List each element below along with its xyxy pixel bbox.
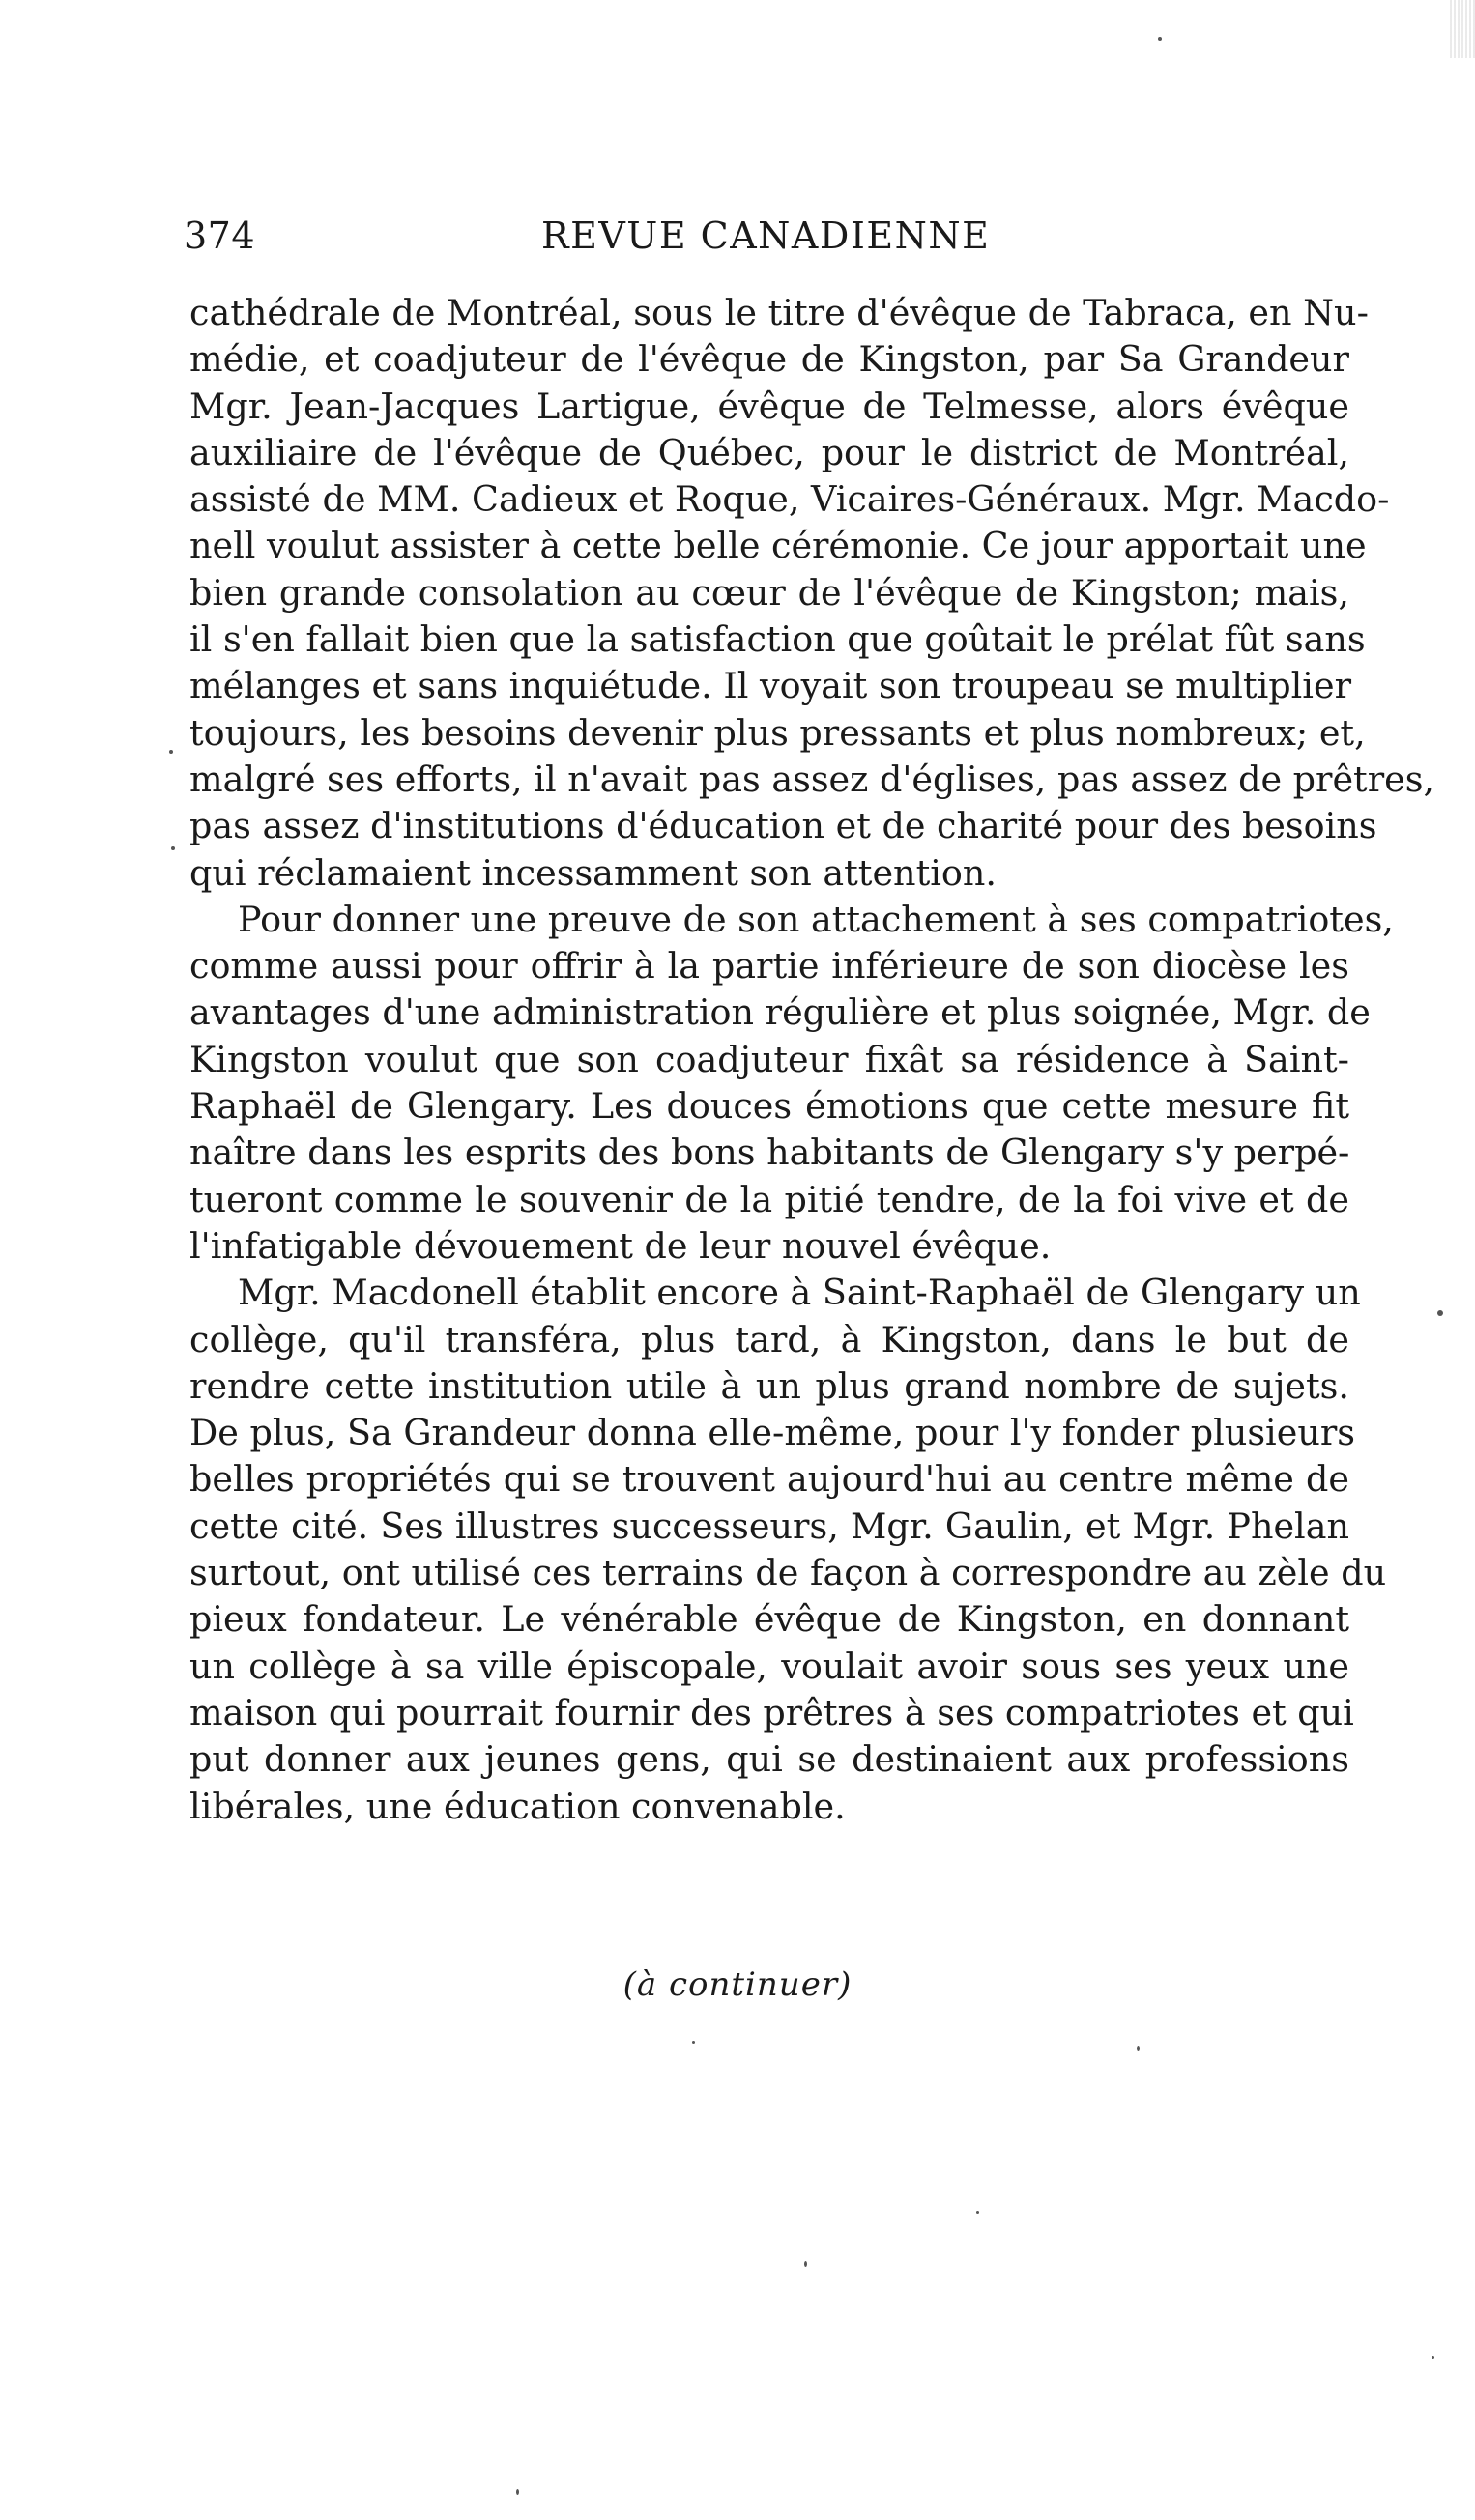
scan-speck <box>1437 1310 1443 1316</box>
page-number: 374 <box>184 215 256 257</box>
text-line: cette cité. Ses illustres successeurs, Mgr. Gaulin, et Mgr. Phelan <box>189 1504 1349 1547</box>
text-line: De plus, Sa Grandeur donna elle-même, pour l'y fonder plusieurs <box>189 1412 1356 1454</box>
journal-title: REVUE CANADIENNE <box>541 215 991 257</box>
continuation-note: (à continuer) <box>622 1965 853 2004</box>
text-line: il s'en fallait bien que la satisfaction que goûtait le prélat fût sans <box>189 618 1366 661</box>
text-line: pieux fondateur. Le vénérable évêque de Kingston, en donnant <box>189 1598 1349 1641</box>
text-line: malgré ses efforts, il n'avait pas assez d'églises, pas assez de prêtres, <box>189 758 1435 800</box>
text-line: avantages d'une administration régulière et plus soignée, Mgr. de <box>189 991 1371 1034</box>
text-line: Mgr. Macdonell établit encore à Saint-Raphaël de Glengary un <box>238 1272 1361 1314</box>
scan-speck <box>1432 2356 1434 2359</box>
scan-speck <box>692 2041 695 2044</box>
scan-speck <box>804 2261 807 2267</box>
scan-speck <box>976 2211 979 2214</box>
scan-speck <box>516 2489 519 2495</box>
text-line: put donner aux jeunes gens, qui se destinaient aux professions <box>189 1738 1349 1781</box>
paragraph-3 <box>189 1270 1387 1830</box>
scan-speck <box>1137 2046 1140 2051</box>
text-line: auxiliaire de l'évêque de Québec, pour le district de Montréal, <box>189 431 1349 473</box>
text-line: belles propriétés qui se trouvent aujourd'hui au centre même de <box>189 1458 1349 1501</box>
scan-speck <box>171 846 175 850</box>
text-line: cathédrale de Montréal, sous le titre d'évêque de Tabraca, en Nu- <box>189 292 1369 333</box>
text-line: Mgr. Jean-Jacques Lartigue, évêque de Telmesse, alors évêque <box>189 385 1349 427</box>
text-line: toujours, les besoins devenir plus pressants et plus nombreux; et, <box>189 711 1366 754</box>
text-line: nell voulut assister à cette belle cérémonie. Ce jour apportait une <box>189 525 1367 567</box>
text-line: libérales, une éducation convenable. <box>189 1785 846 1827</box>
text-line: bien grande consolation au cœur de l'évêque de Kingston; mais, <box>189 571 1349 614</box>
text-line: un collège à sa ville épiscopale, voulait avoir sous ses yeux une <box>189 1645 1349 1687</box>
text-line: comme aussi pour offrir à la partie inférieure de son diocèse les <box>189 945 1349 988</box>
text-line: naître dans les esprits des bons habitants de Glengary s'y perpé- <box>189 1131 1350 1174</box>
text-line: Kingston voulut que son coadjuteur fixât sa résidence à Saint- <box>189 1038 1349 1080</box>
text-line: collège, qu'il transféra, plus tard, à Kingston, dans le but de <box>189 1318 1349 1360</box>
text-line: surtout, ont utilisé ces terrains de façon à correspondre au zèle du <box>189 1552 1387 1594</box>
running-head <box>184 215 1353 272</box>
text-line: tueront comme le souvenir de la pitié tendre, de la foi vive et de <box>189 1178 1349 1220</box>
text-line: médie, et coadjuteur de l'évêque de Kingston, par Sa Grandeur <box>189 338 1349 381</box>
article-body <box>189 290 1435 1830</box>
text-line: rendre cette institution utile à un plus grand nombre de sujets. <box>189 1364 1349 1407</box>
text-line: l'infatigable dévouement de leur nouvel évêque. <box>189 1224 1052 1267</box>
scan-edge-noise <box>1450 0 1475 58</box>
text-line: Raphaël de Glengary. Les douces émotions que cette mesure fit <box>189 1085 1349 1128</box>
text-line: mélanges et sans inquiétude. Il voyait son troupeau se multiplier <box>189 665 1352 707</box>
text-line: pas assez d'institutions d'éducation et de charité pour des besoins <box>189 805 1377 847</box>
text-line: qui réclamaient incessamment son attention. <box>189 851 997 894</box>
scan-speck <box>1158 37 1162 41</box>
text-line: assisté de MM. Cadieux et Roque, Vicaires-Généraux. Mgr. Macdo- <box>189 478 1390 521</box>
paragraph-2 <box>189 897 1394 1270</box>
text-line: maison qui pourrait fournir des prêtres à ses compatriotes et qui <box>189 1691 1354 1733</box>
paragraph-1 <box>189 290 1435 897</box>
scan-speck <box>169 750 173 754</box>
text-line: Pour donner une preuve de son attachement à ses compatriotes, <box>238 898 1394 940</box>
